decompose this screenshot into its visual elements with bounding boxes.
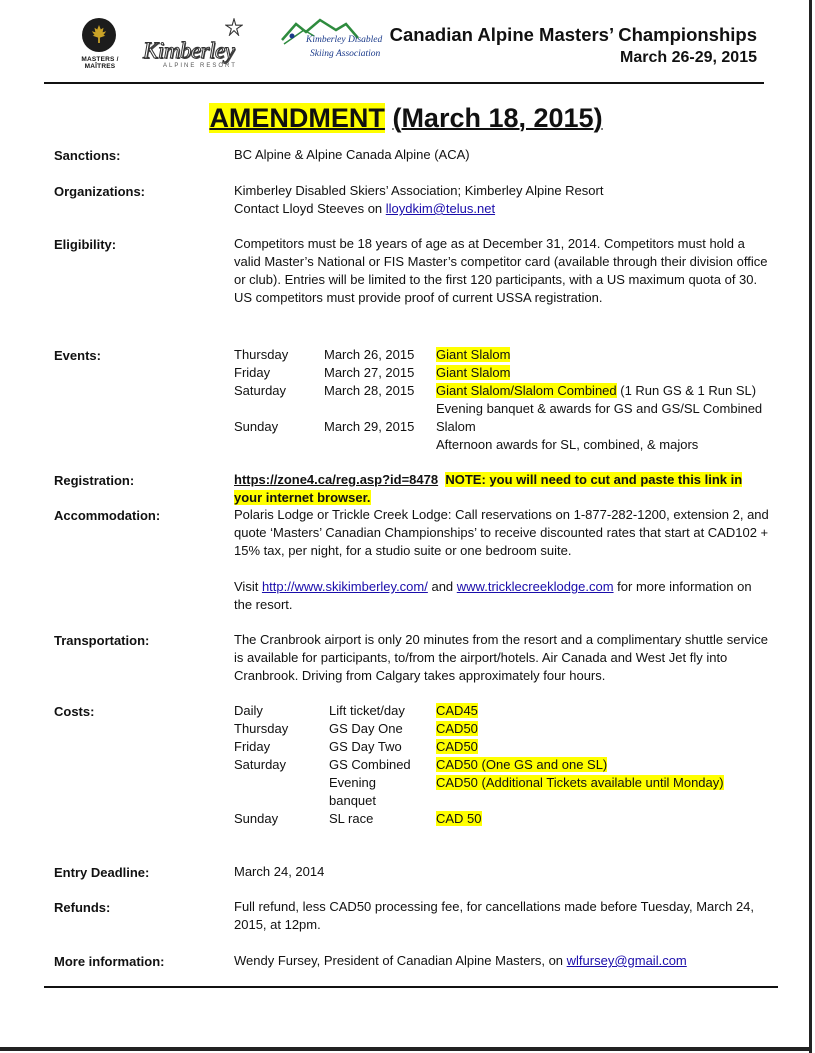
visit-suffix: for more information on the resort. [234, 579, 752, 612]
event-row [234, 400, 774, 418]
cost-item: GS Day Two [329, 739, 402, 754]
sanctions-label: Sanctions: [54, 148, 121, 163]
cost-price-highlight: CAD50 (Additional Tickets available until Monday) [436, 775, 724, 790]
event-extra: Afternoon awards for SL, combined, & majors [436, 437, 699, 452]
cost-price [436, 738, 478, 756]
cost-row [234, 756, 774, 774]
cost-day: Saturday [234, 757, 287, 772]
event-day: Sunday [234, 419, 279, 434]
cost-day: Thursday [234, 721, 289, 736]
event-extra: Evening banquet & awards for GS and GS/SL Combined [436, 401, 763, 416]
event-name [436, 382, 756, 400]
cost-day: Daily [234, 703, 263, 718]
registration-note: NOTE: you will need to cut and paste this link in your internet browser. [234, 472, 743, 505]
cost-row [234, 720, 774, 738]
accommodation-visit [234, 578, 769, 614]
event-day: Saturday [234, 383, 287, 398]
more-info-email-link[interactable]: wlfursey@gmail.com [566, 953, 687, 968]
cost-item: Lift ticket/day [329, 703, 405, 718]
events-label: Events: [54, 348, 101, 363]
kdsa-logo [280, 18, 383, 68]
more-info-value [234, 952, 769, 970]
skikimberley-link[interactable]: http://www.skikimberley.com/ [261, 579, 428, 594]
cost-price-highlight: CAD50 (One GS and one SL) [436, 757, 608, 772]
event-extra: (1 Run GS & 1 Run SL) [616, 383, 757, 398]
visit-prefix: Visit [234, 579, 262, 594]
cost-price [436, 810, 482, 828]
transportation-label: Transportation: [54, 633, 150, 648]
registration-label: Registration: [54, 473, 135, 488]
event-dates: March 26-29, 2015 [620, 49, 757, 66]
refunds-value: Full refund, less CAD50 processing fee, for cancellations made before Tuesday, March 24, 2015, at 12pm. [234, 899, 755, 932]
sanctions-value: BC Alpine & Alpine Canada Alpine (ACA) [234, 147, 470, 162]
more-info-label: More information: [54, 954, 165, 969]
event-row [234, 436, 774, 454]
costs-label: Costs: [54, 704, 95, 719]
event-name-highlight: Giant Slalom/Slalom Combined [436, 383, 617, 398]
cost-item: Evening [329, 775, 376, 790]
organizations-contact [234, 200, 769, 218]
costs-table [234, 702, 774, 828]
header-rule [44, 82, 764, 84]
event-date: March 27, 2015 [324, 365, 415, 380]
cost-day: Sunday [234, 811, 279, 826]
registration-value [234, 471, 769, 507]
cost-item: GS Day One [329, 721, 403, 736]
events-table [234, 346, 774, 454]
amendment-date: (March 18, 2015) [392, 103, 603, 133]
visit-and: and [427, 579, 457, 594]
cost-item: SL race [329, 811, 374, 826]
contact-prefix: Contact Lloyd Steeves on [234, 201, 386, 216]
event-extra: Slalom [436, 419, 476, 434]
event-name-highlight: Giant Slalom [436, 365, 511, 380]
kimberley-logo-word: Kimberley [143, 38, 235, 63]
event-row [234, 364, 774, 382]
event-row [234, 382, 774, 400]
cost-price-highlight: CAD50 [436, 721, 478, 736]
accommodation-label: Accommodation: [54, 508, 161, 523]
cost-price [436, 720, 478, 738]
cost-price-highlight: CAD50 [436, 739, 478, 754]
cost-row [234, 792, 774, 810]
event-name-highlight: Giant Slalom [436, 347, 511, 362]
cost-item: banquet [329, 793, 376, 808]
eligibility-value: Competitors must be 18 years of age as at December 31, 2014. Competitors must hold a valid Master’s National or FIS Master’s competitor card (available through their division office or club). Entries will be limited to the first 120 participants, with a US maximum quota of 30. US competitors must provide proof of current USSA registration. [234, 236, 768, 305]
event-date: March 26, 2015 [324, 347, 415, 362]
contact-email-link[interactable]: lloydkim@telus.net [385, 201, 496, 216]
eligibility-label: Eligibility: [54, 237, 117, 252]
cost-row [234, 738, 774, 756]
event-row [234, 346, 774, 364]
event-name [436, 364, 510, 382]
event-name [436, 346, 510, 364]
cost-item: GS Combined [329, 757, 411, 772]
event-row [234, 418, 774, 436]
cost-price [436, 756, 607, 774]
cost-row [234, 810, 774, 828]
star-icon [225, 18, 243, 36]
masters-logo [70, 18, 126, 70]
organizations-label: Organizations: [54, 184, 146, 199]
more-info-prefix: Wendy Fursey, President of Canadian Alpine Masters, on [234, 953, 567, 968]
kimberley-logo [143, 18, 261, 70]
masters-logo-caption: MASTERS / MAÎTRES [81, 56, 119, 70]
kimberley-logo-sub: ALPINE RESORT [163, 63, 237, 69]
transportation-value: The Cranbrook airport is only 20 minutes from the resort and a complimentary shuttle service is available for participants, to/from the airport/hotels. Air Canada and West Jet fly into Cranbrook. Driving from Calgary takes approximately four hours. [234, 632, 768, 683]
amendment-word: AMENDMENT [209, 103, 385, 133]
accommodation-text: Polaris Lodge or Trickle Creek Lodge: Call reservations on 1-877-282-1200, extension 2, and quote ‘Masters’ Canadian Championships’ to receive discounted rates that start at CAD102 + 15% tax, per night, for a studio suite or one bedroom suite. [234, 507, 769, 558]
registration-link[interactable]: https://zone4.ca/reg.asp?id=8478 [234, 472, 439, 487]
page-border-right [809, 0, 812, 1053]
event-day: Friday [234, 365, 271, 380]
event-date: March 28, 2015 [324, 383, 415, 398]
event-date: March 29, 2015 [324, 419, 415, 434]
accommodation-value [234, 506, 769, 614]
cost-row [234, 702, 774, 720]
organizations-line: Kimberley Disabled Skiers’ Association; Kimberley Alpine Resort [234, 183, 604, 198]
kdsa-logo-line1: Kimberley Disabled [306, 35, 383, 45]
maple-leaf-icon [90, 24, 108, 44]
kdsa-logo-line2: Skiing Association [310, 49, 381, 59]
cost-price [436, 774, 724, 792]
cost-price-highlight: CAD 50 [436, 811, 482, 826]
tricklecreek-link[interactable]: www.tricklecreeklodge.com [456, 579, 614, 594]
organizations-value [234, 182, 769, 218]
entry-deadline-label: Entry Deadline: [54, 865, 150, 880]
footer-rule [44, 986, 778, 988]
cost-price [436, 702, 478, 720]
amendment-heading [0, 103, 812, 134]
page-border-bottom [0, 1047, 812, 1051]
cost-row [234, 774, 774, 792]
event-title: Canadian Alpine Masters’ Championships [389, 24, 757, 45]
cost-day: Friday [234, 739, 271, 754]
refunds-label: Refunds: [54, 900, 111, 915]
cost-price-highlight: CAD45 [436, 703, 478, 718]
entry-deadline-value: March 24, 2014 [234, 864, 325, 879]
event-day: Thursday [234, 347, 289, 362]
